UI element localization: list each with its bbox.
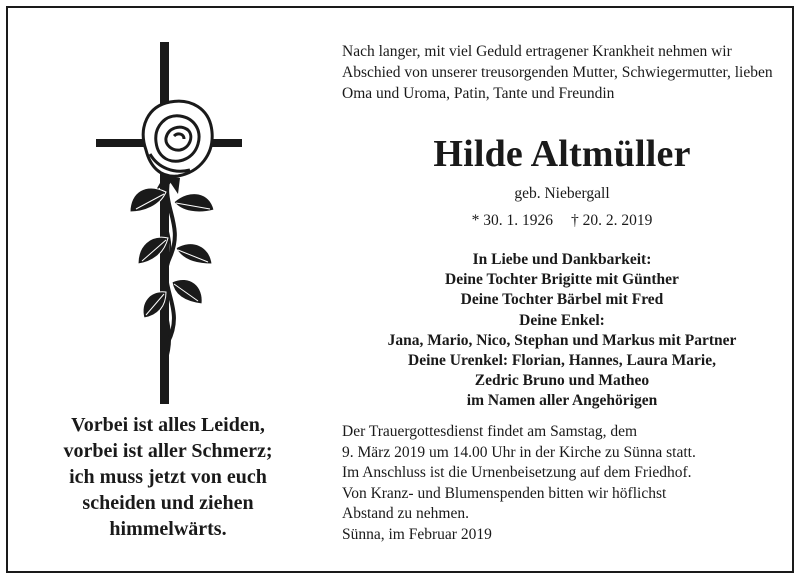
verse bbox=[28, 412, 308, 542]
mourner-line: Deine Tochter Brigitte mit Günther bbox=[445, 271, 679, 289]
cross-with-rose-icon bbox=[86, 42, 246, 404]
verse-line: scheiden und ziehen bbox=[82, 492, 254, 514]
life-dates bbox=[342, 211, 782, 231]
notice-line: Abstand zu nehmen. bbox=[342, 505, 469, 523]
mourner-line: Deine Enkel: bbox=[519, 311, 605, 329]
death-date: † 20. 2. 2019 bbox=[571, 212, 653, 229]
obituary-notice bbox=[6, 6, 794, 573]
verse-line: vorbei ist aller Schmerz; bbox=[63, 440, 273, 462]
intro-text: Nach langer, mit viel Geduld ertragener Krankheit nehmen wir Abschied von unserer treusorgenden Mutter, Schwiegermutter, lieben Oma und Uroma, Patin, Tante und Freundin bbox=[342, 43, 773, 102]
mourner-line: Deine Urenkel: Florian, Hannes, Laura Marie, bbox=[408, 352, 716, 370]
mourners-list bbox=[342, 250, 782, 412]
verse-line: ich muss jetzt von euch bbox=[69, 466, 267, 488]
verse-line: Vorbei ist alles Leiden, bbox=[71, 414, 265, 436]
mourner-line: Zedric Bruno und Matheo bbox=[474, 372, 650, 390]
deceased-name: Hilde Altmüller bbox=[433, 133, 691, 175]
funeral-notice bbox=[342, 422, 782, 546]
notice-line: Sünna, im Februar 2019 bbox=[342, 525, 492, 543]
notice-line: Im Anschluss ist die Urnenbeisetzung auf dem Friedhof. bbox=[342, 464, 692, 482]
left-column bbox=[8, 8, 328, 571]
birth-name: geb. Niebergall bbox=[514, 185, 610, 202]
mourner-line: In Liebe und Dankbarkeit: bbox=[472, 251, 652, 268]
right-column bbox=[342, 8, 782, 571]
notice-line: Von Kranz- und Blumenspenden bitten wir höflichst bbox=[342, 484, 667, 502]
notice-line: Der Trauergottesdienst findet am Samstag, dem bbox=[342, 423, 638, 440]
verse-line: himmelwärts. bbox=[109, 518, 227, 540]
notice-line: 9. März 2019 um 14.00 Uhr in der Kirche zu Sünna statt. bbox=[342, 443, 696, 461]
mourner-line: Deine Tochter Bärbel mit Fred bbox=[460, 291, 664, 309]
mourner-line: im Namen aller Angehörigen bbox=[466, 392, 658, 410]
birth-date: * 30. 1. 1926 bbox=[471, 212, 553, 229]
mourner-line: Jana, Mario, Nico, Stephan und Markus mit Partner bbox=[387, 331, 737, 349]
